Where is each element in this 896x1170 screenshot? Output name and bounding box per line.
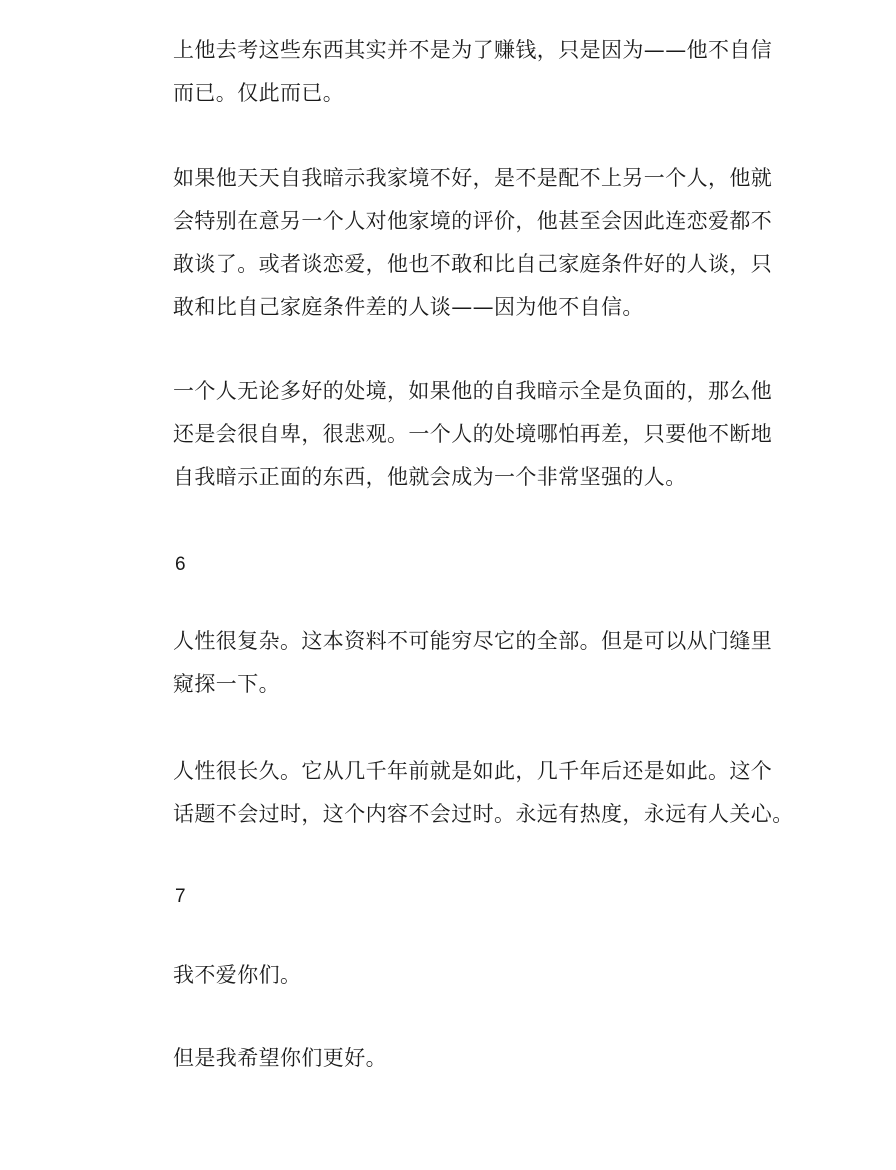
paragraph-human-nature-complex	[173, 620, 798, 706]
paragraph-human-nature-lasting	[173, 750, 798, 836]
paragraph-self-suggestion	[173, 370, 798, 499]
text-line: 人性很长久。它从几千年前就是如此，几千年后还是如此。这个	[173, 759, 773, 783]
text-line: 人性很复杂。这本资料不可能穷尽它的全部。但是可以从门缝里	[173, 629, 773, 653]
text-line: 但是我希望你们更好。	[173, 1046, 387, 1070]
section-number-7: 7	[175, 886, 186, 907]
text-line: 我不爱你们。	[173, 963, 302, 987]
section-number-6: 6	[175, 554, 186, 575]
paragraph-not-confident	[173, 29, 798, 115]
paragraph-i-dont-love-you	[173, 954, 798, 997]
text-line: 窥探一下。	[173, 672, 280, 696]
text-line: 会特别在意另一个人对他家境的评价，他甚至会因此连恋爱都不	[173, 209, 773, 233]
text-line: 自我暗示正面的东西，他就会成为一个非常坚强的人。	[173, 465, 687, 489]
text-line: 敢和比自己家庭条件差的人谈——因为他不自信。	[173, 295, 644, 319]
text-line: 如果他天天自我暗示我家境不好，是不是配不上另一个人，他就	[173, 166, 773, 190]
paragraph-hope-better	[173, 1037, 798, 1080]
text-line: 一个人无论多好的处境，如果他的自我暗示全是负面的，那么他	[173, 379, 773, 403]
text-line: 而已。仅此而已。	[173, 81, 345, 105]
paragraph-family-background	[173, 157, 798, 329]
text-line: 上他去考这些东西其实并不是为了赚钱，只是因为——他不自信	[173, 38, 773, 62]
text-line: 敢谈了。或者谈恋爱，他也不敢和比自己家庭条件好的人谈，只	[173, 252, 773, 276]
text-line: 话题不会过时，这个内容不会过时。永远有热度，永远有人关心。	[173, 802, 794, 826]
text-line: 还是会很自卑，很悲观。一个人的处境哪怕再差，只要他不断地	[173, 422, 773, 446]
